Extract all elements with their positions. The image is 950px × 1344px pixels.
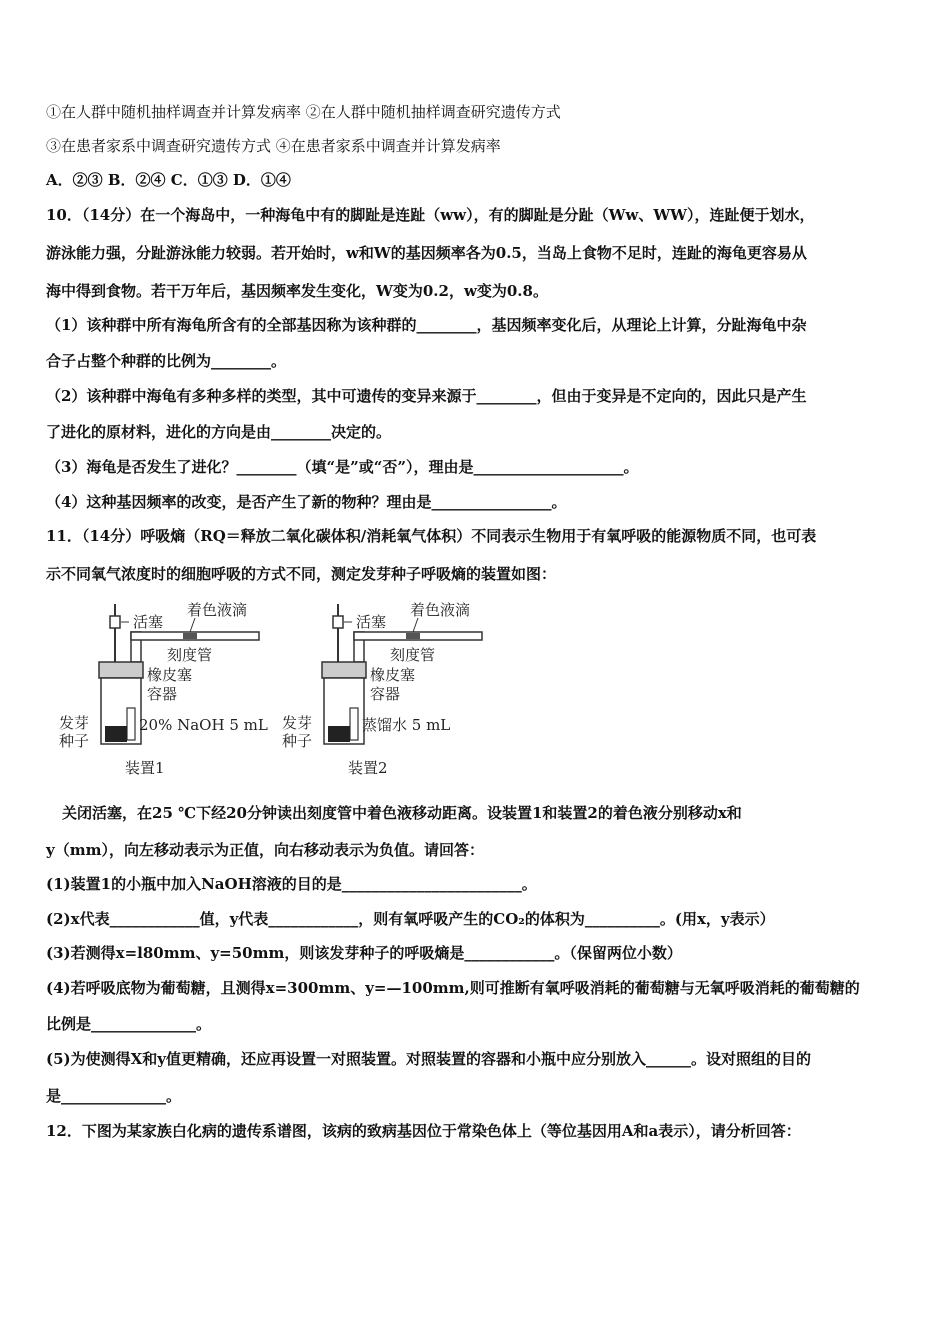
q10-sub1-line-1: （1）该种群中所有海龟所含有的全部基因称为该种群的________，基因频率变化后，从理论上计算，分趾海龟中杂 [46, 316, 807, 334]
device1-stopcock [110, 616, 120, 628]
device2-label-water: 蒸馏水 5 mL [362, 716, 451, 734]
device1-label-seeds-2: 种子 [59, 732, 90, 750]
q11-procedure-line-1: 关闭活塞，在25 ℃下经20分钟读出刻度管中着色液移动距离。设装置1和装置2的着色液分别移动x和 [62, 804, 742, 822]
q11-answer-5-line-1: (5)为使测得X和y值更精确，还应再设置一对照装置。对照装置的容器和小瓶中应分别放入______。设对照组的目的 [46, 1050, 811, 1068]
q10-stem-line-2: 游泳能力强，分趾游泳能力较弱。若开始时，w和W的基因频率各为0.5，当岛上食物不足时，连趾的海龟更容易从 [46, 244, 807, 262]
q11-stem-line-1: 11．（14分）呼吸熵（RQ＝释放二氧化碳体积/消耗氧气体积）不同表示生物用于有氧呼吸的能源物质不同，也可表 [46, 527, 817, 545]
device-1 [59, 601, 268, 777]
q11-answer-3: (3)若测得x=l80mm、y=50mm，则该发芽种子的呼吸熵是____________。（保留两位小数） [46, 944, 682, 962]
device1-label-rubber-stopper: 橡皮塞 [147, 666, 193, 684]
q11-answer-2: (2)x代表____________值，y代表____________，则有氧呼吸产生的CO₂的体积为__________。(用x，y表示） [46, 910, 775, 928]
device2-droplet-pointer [413, 618, 418, 632]
device2-label-container: 容器 [370, 685, 401, 703]
q10-sub3: （3）海龟是否发生了进化？________（填“是”或“否”），理由是____________________。 [46, 458, 639, 476]
q11-stem-line-2: 示不同氧气浓度时的细胞呼吸的方式不同，测定发芽种子呼吸熵的装置如图： [46, 565, 557, 583]
device1-label-stopcock: 活塞 [133, 613, 164, 631]
device1-colored-droplet [183, 633, 197, 639]
device2-label-seeds-2: 种子 [282, 732, 313, 750]
q10-sub1-line-2: 合子占整个种群的比例为________。 [46, 352, 287, 370]
device1-germinating-seeds [105, 726, 127, 742]
device1-rubber-stopper [99, 662, 143, 678]
q10-sub4: （4）这种基因频率的改变，是否产生了新的物种？理由是________________。 [46, 493, 567, 511]
device1-caption: 装置1 [125, 759, 165, 777]
respiration-apparatus-figure [55, 598, 495, 783]
q9-option-line-1: ①在人群中随机抽样调查并计算发病率 ②在人群中随机抽样调查研究遗传方式 [46, 103, 561, 121]
device2-colored-droplet [406, 633, 420, 639]
device1-label-scale-tube: 刻度管 [167, 646, 213, 664]
q11-answer-1: (1)装置1的小瓶中加入NaOH溶液的目的是________________________。 [46, 875, 537, 893]
device2-rubber-stopper [322, 662, 366, 678]
device1-label-seeds-1: 发芽 [59, 714, 90, 732]
q11-answer-4-line-1: (4)若呼吸底物为葡萄糖，且测得x=300mm、y=—100mm,则可推断有氧呼吸消耗的葡萄糖与无氧呼吸消耗的葡萄糖的 [46, 979, 860, 997]
q11-answer-4-line-2: 比例是______________。 [46, 1015, 212, 1033]
q12-stem: 12．下图为某家族白化病的遗传系谱图，该病的致病基因位于常染色体上（等位基因用A和a表示），请分析回答： [46, 1122, 801, 1140]
q9-option-line-2: ③在患者家系中调查研究遗传方式 ④在患者家系中调查并计算发病率 [46, 137, 501, 155]
device2-label-droplet: 着色液滴 [410, 601, 471, 619]
device2-label-rubber-stopper: 橡皮塞 [370, 666, 416, 684]
q11-procedure-line-2: y（mm），向左移动表示为正值，向右移动表示为负值。请回答： [46, 841, 484, 859]
device1-small-vial [127, 708, 135, 740]
device1-label-naoh: 20% NaOH 5 mL [139, 716, 268, 734]
q10-stem-line-3: 海中得到食物。若干万年后，基因频率发生变化，W变为0.2，w变为0.8。 [46, 282, 548, 300]
device2-label-scale-tube: 刻度管 [390, 646, 436, 664]
device-2 [282, 601, 482, 777]
device2-caption: 装置2 [348, 759, 388, 777]
q10-sub2-line-2: 了进化的原材料，进化的方向是由________决定的。 [46, 423, 392, 441]
device2-label-seeds-1: 发芽 [282, 714, 313, 732]
device2-stopcock [333, 616, 343, 628]
device2-label-stopcock: 活塞 [356, 613, 387, 631]
device1-droplet-pointer [190, 618, 195, 632]
q10-sub2-line-1: （2）该种群中海龟有多种多样的类型，其中可遗传的变异来源于________，但由于变异是不定向的，因此只是产生 [46, 387, 807, 405]
device1-label-container: 容器 [147, 685, 178, 703]
device1-label-droplet: 着色液滴 [187, 601, 248, 619]
q10-stem-line-1: 10．（14分）在一个海岛中，一种海龟中有的脚趾是连趾（ww），有的脚趾是分趾（Ww、WW），连趾便于划水， [46, 206, 815, 224]
q11-answer-5-line-2: 是______________。 [46, 1087, 182, 1105]
device2-germinating-seeds [328, 726, 350, 742]
device2-small-vial [350, 708, 358, 740]
q9-answer-choices: A．②③ B．②④ C．①③ D．①④ [46, 171, 291, 189]
